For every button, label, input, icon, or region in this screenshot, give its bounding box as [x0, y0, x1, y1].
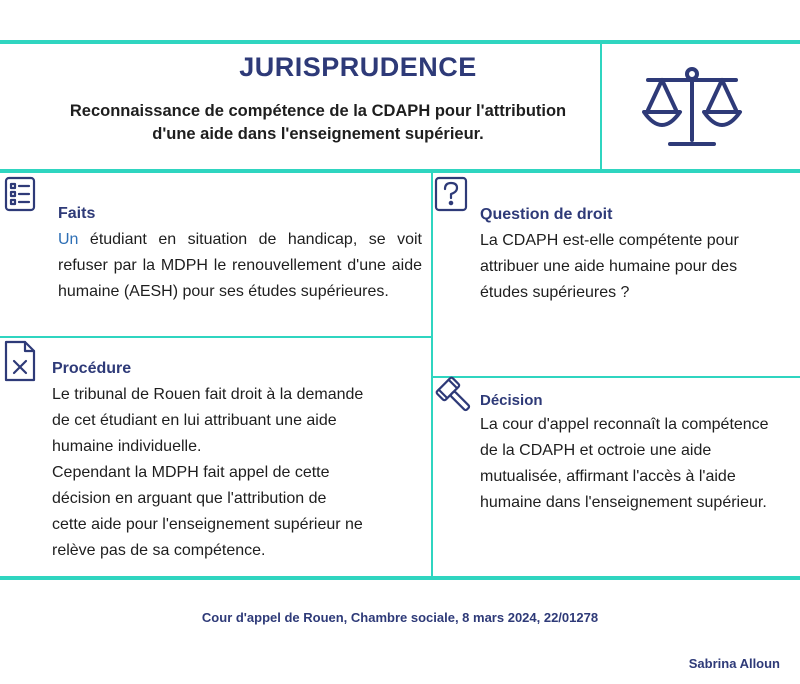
gavel-icon — [432, 374, 478, 418]
question-heading: Question de droit — [480, 206, 613, 223]
checklist-icon — [4, 176, 36, 212]
faits-body: étudiant en situation de handicap, se voit refuser par la MDPH le renouvellement d'une aide humaine (AESH) pour ses études supérieures. — [58, 231, 422, 300]
decision-line: mutualisée, affirmant l'accès à l'aide — [480, 468, 736, 485]
decision-text — [480, 412, 796, 516]
content-bottom-divider — [0, 576, 800, 580]
procedure-text — [52, 382, 424, 564]
page-title: JURISPRUDENCE — [239, 52, 477, 82]
procedure-line: de cet étudiant en lui attribuant une aide — [52, 412, 337, 429]
decision-line: La cour d'appel reconnaît la compétence — [480, 416, 769, 433]
top-divider — [0, 40, 800, 44]
procedure-line: relève pas de sa compétence. — [52, 542, 266, 559]
case-reference: Cour d'appel de Rouen, Chambre sociale, 8 mars 2024, 22/01278 — [201, 610, 599, 625]
page-subtitle — [40, 100, 596, 146]
procedure-line: décision en arguant que l'attribution de — [52, 490, 327, 507]
procedure-heading: Procédure — [52, 360, 132, 377]
subtitle-line: d'une aide dans l'enseignement supérieur. — [152, 125, 484, 143]
subtitle-line: Reconnaissance de compétence de la CDAPH pour l'attribution — [69, 102, 567, 120]
question-line: attribuer une aide humaine pour des — [480, 258, 738, 275]
procedure-line: Le tribunal de Rouen fait droit à la demande — [52, 386, 364, 403]
question-mark-icon — [434, 176, 468, 212]
question-text — [480, 228, 790, 306]
decision-line: humaine dans l'enseignement supérieur. — [480, 494, 767, 511]
faits-text — [58, 227, 422, 305]
decision-line: de la CDAPH et octroie une aide — [480, 442, 712, 459]
procedure-line: humaine individuelle. — [52, 438, 202, 455]
document-x-icon — [4, 340, 36, 382]
procedure-line: Cependant la MDPH fait appel de cette — [52, 464, 330, 481]
decision-heading: Décision — [480, 392, 543, 409]
header-bottom-divider — [0, 169, 800, 173]
question-line: études supérieures ? — [480, 284, 630, 301]
scale-of-justice-icon — [640, 66, 744, 148]
left-middle-divider — [0, 336, 431, 338]
right-middle-divider — [433, 376, 800, 378]
author-name: Sabrina Alloun — [688, 656, 780, 671]
faits-first-word: Un — [58, 231, 79, 248]
faits-heading: Faits — [58, 205, 96, 222]
question-line: La CDAPH est-elle compétente pour — [480, 232, 739, 249]
procedure-line: cette aide pour l'enseignement supérieur ne — [52, 516, 363, 533]
